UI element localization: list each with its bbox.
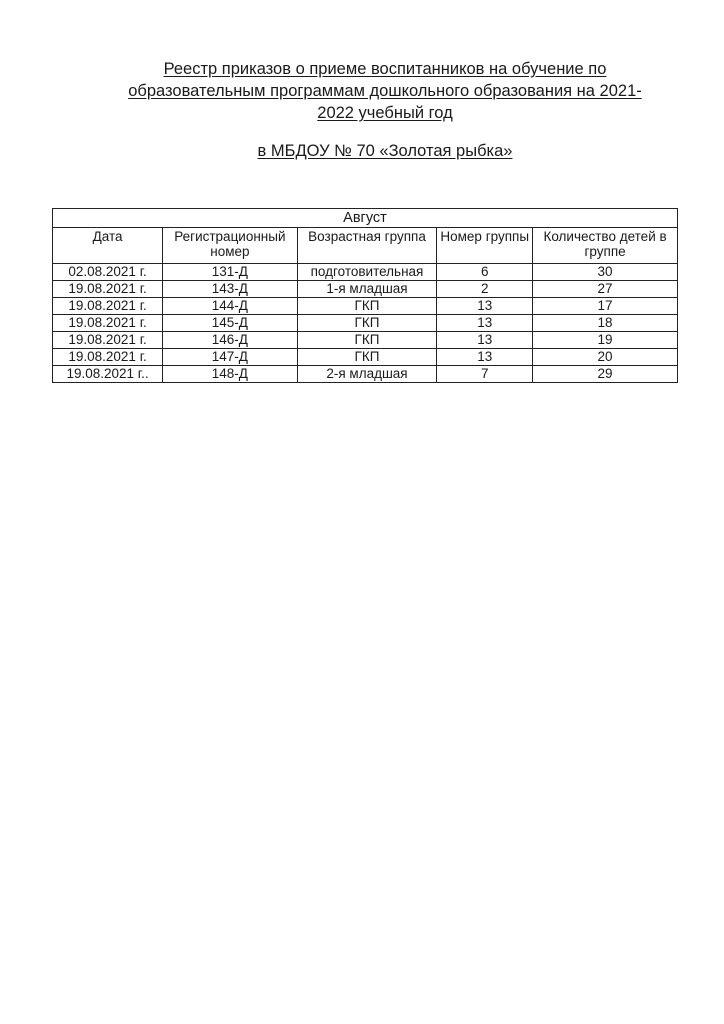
cell-age-group: подготовительная xyxy=(297,264,437,281)
cell-children-count: 20 xyxy=(533,349,678,366)
orders-registry-table xyxy=(52,208,678,383)
cell-date: 19.08.2021 г. xyxy=(53,315,163,332)
month-header: Август xyxy=(53,209,678,228)
cell-children-count: 30 xyxy=(533,264,678,281)
cell-reg-number: 145-Д xyxy=(163,315,298,332)
table-row xyxy=(53,315,678,332)
cell-date: 02.08.2021 г. xyxy=(53,264,163,281)
cell-age-group: ГКП xyxy=(297,332,437,349)
header-date: Дата xyxy=(53,228,163,264)
table-row xyxy=(53,349,678,366)
cell-age-group: 1-я младшая xyxy=(297,281,437,298)
cell-group-number: 13 xyxy=(437,332,533,349)
cell-date: 19.08.2021 г. xyxy=(53,281,163,298)
cell-group-number: 2 xyxy=(437,281,533,298)
document-subtitle: в МБДОУ № 70 «Золотая рыбка» xyxy=(257,142,513,160)
cell-group-number: 13 xyxy=(437,298,533,315)
cell-children-count: 27 xyxy=(533,281,678,298)
header-children-count: Количество детей в группе xyxy=(533,228,678,264)
title-line-2: образовательным программам дошкольного образования на 2021- xyxy=(128,82,642,100)
cell-date: 19.08.2021 г. xyxy=(53,298,163,315)
cell-date: 19.08.2021 г.. xyxy=(53,366,163,383)
cell-reg-number: 143-Д xyxy=(163,281,298,298)
cell-reg-number: 146-Д xyxy=(163,332,298,349)
cell-date: 19.08.2021 г. xyxy=(53,349,163,366)
table-row xyxy=(53,366,678,383)
table-row xyxy=(53,281,678,298)
title-line-1: Реестр приказов о приеме воспитанников на обучение по xyxy=(163,60,607,78)
column-header-row xyxy=(53,228,678,264)
month-row xyxy=(53,209,678,228)
cell-group-number: 13 xyxy=(437,349,533,366)
cell-children-count: 29 xyxy=(533,366,678,383)
header-reg-number: Регистрационный номер xyxy=(163,228,298,264)
table-row xyxy=(53,332,678,349)
cell-children-count: 17 xyxy=(533,298,678,315)
cell-reg-number: 131-Д xyxy=(163,264,298,281)
document-title xyxy=(100,58,670,124)
header-group-number: Номер группы xyxy=(437,228,533,264)
cell-group-number: 13 xyxy=(437,315,533,332)
cell-reg-number: 148-Д xyxy=(163,366,298,383)
table-row xyxy=(53,298,678,315)
table-row xyxy=(53,264,678,281)
cell-group-number: 6 xyxy=(437,264,533,281)
cell-reg-number: 147-Д xyxy=(163,349,298,366)
cell-reg-number: 144-Д xyxy=(163,298,298,315)
header-age-group: Возрастная группа xyxy=(297,228,437,264)
cell-date: 19.08.2021 г. xyxy=(53,332,163,349)
cell-age-group: ГКП xyxy=(297,315,437,332)
cell-age-group: 2-я младшая xyxy=(297,366,437,383)
cell-group-number: 7 xyxy=(437,366,533,383)
title-line-3: 2022 учебный год xyxy=(317,104,453,122)
cell-age-group: ГКП xyxy=(297,349,437,366)
cell-children-count: 18 xyxy=(533,315,678,332)
cell-children-count: 19 xyxy=(533,332,678,349)
cell-age-group: ГКП xyxy=(297,298,437,315)
